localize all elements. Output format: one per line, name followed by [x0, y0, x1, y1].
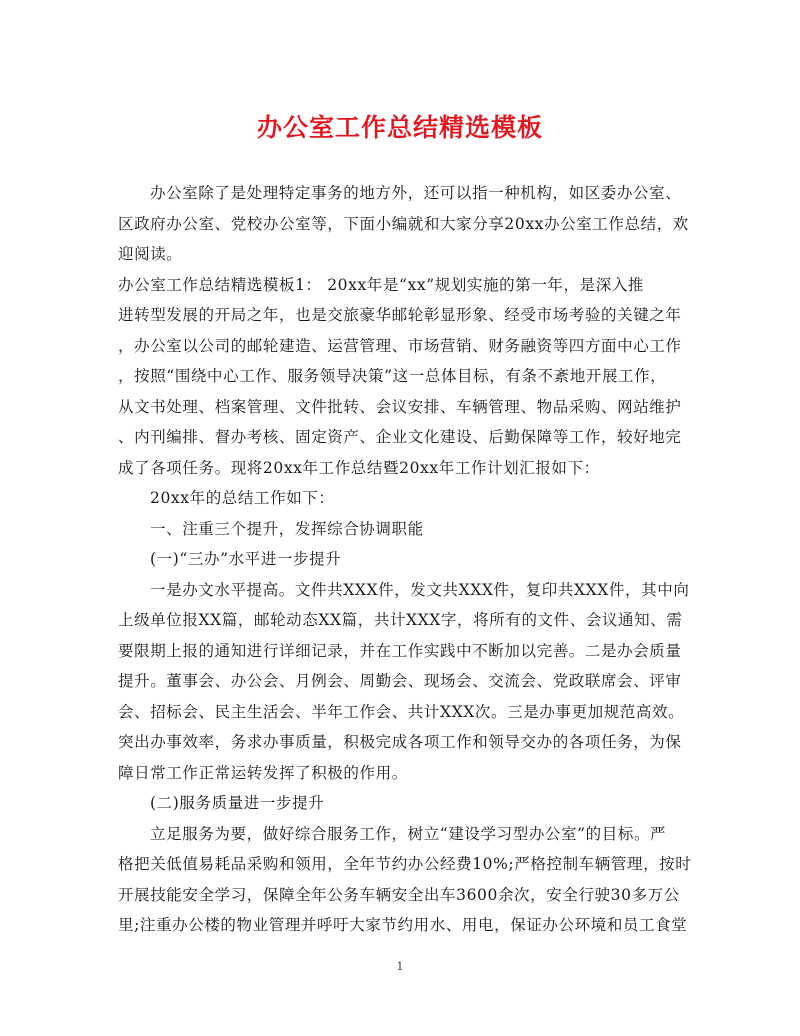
text-line: 格把关低值易耗品采购和领用，全年节约办公经费10%;严格控制车辆管理，按时: [118, 855, 692, 873]
text-line: (一)“三办”水平进一步提升: [150, 550, 342, 568]
text-line: 进转型发展的开局之年，也是交旅豪华邮轮彰显形象、经受市场考验的关键之年: [118, 306, 682, 324]
text-line: 突出办事效率，务求办事质量，积极完成各项工作和领导交办的各项任务，为保: [118, 733, 682, 751]
text-line: ，按照“围绕中心工作、服务领导决策”这一总体目标，有条不紊地开展工作，: [118, 367, 667, 385]
text-line: 开展技能安全学习，保障全年公务车辆安全出车3600余次，安全行驶30多万公: [118, 885, 680, 904]
text-line: 办公室除了是处理特定事务的地方外，还可以指一种机构，如区委办公室、: [150, 184, 682, 202]
text-line: 提升。董事会、办公会、月例会、周勤会、现场会、交流会、党政联席会、评审: [118, 672, 682, 690]
text-line: 要限期上报的通知进行详细记录，并在工作实践中不断加以完善。二是办会质量: [118, 641, 682, 660]
text-line: 区政府办公室、党校办公室等，下面小编就和大家分享20xx办公室工作总结，欢: [118, 214, 689, 233]
text-line: (二)服务质量进一步提升: [150, 794, 325, 812]
text-line: 障日常工作正常运转发挥了积极的作用。: [118, 763, 408, 782]
text-line: 迎阅读。: [118, 245, 183, 263]
text-line: 成了各项任务。现将20xx年工作总结暨20xx年工作计划汇报如下：: [118, 458, 600, 477]
text-line: 会、招标会、民主生活会、半年工作会、共计XXX次。三是办事更加规范高效。: [118, 702, 685, 721]
text-line: 一、注重三个提升，发挥综合协调职能: [150, 519, 424, 538]
text-line: 20xx年的总结工作如下：: [150, 489, 335, 507]
text-line: 立足服务为要，做好综合服务工作，树立“建设学习型办公室”的目标。严: [150, 824, 667, 843]
page-number: 1: [396, 960, 404, 973]
document-title: 办公室工作总结精选模板: [256, 113, 543, 142]
text-line: 办公室工作总结精选模板1： 20xx年是“xx”规划实施的第一年，是深入推: [118, 275, 645, 294]
text-line: ，办公室以公司的邮轮建造、运营管理、市场营销、财务融资等四方面中心工作: [118, 336, 682, 355]
text-line: 从文书处理、档案管理、文件批转、会议安排、车辆管理、物品采购、网站维护: [118, 397, 682, 416]
text-line: 一是办文水平提高。文件共XXX件，发文共XXX件，复印共XXX件，其中向: [150, 580, 690, 599]
text-line: 、内刊编排、督办考核、固定资产、企业文化建设、后勤保障等工作，较好地完: [118, 428, 682, 446]
text-line: 上级单位报XX篇，邮轮动态XX篇，共计XXX字，将所有的文件、会议通知、需: [118, 611, 683, 629]
text-line: 里;注重办公楼的物业管理并呼吁大家节约用水、用电，保证办公环境和员工食堂: [118, 916, 688, 934]
document-body: [118, 178, 692, 941]
